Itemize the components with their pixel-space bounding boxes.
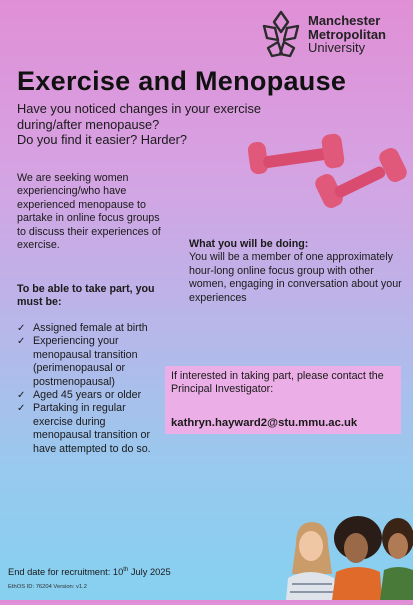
- what-you-will-do-text: You will be a member of one approximately hour-long online focus group with other women, engaging in conversation about your experiences: [189, 251, 402, 304]
- contact-email-link[interactable]: kathryn.hayward2@stu.mmu.ac.uk: [171, 417, 358, 429]
- checkmark-icon: ✓: [17, 403, 26, 415]
- list-item: ✓ Partaking in regular exercise during menopausal transition or have attempted to do so.: [17, 402, 151, 455]
- what-you-will-do-section: [189, 238, 409, 305]
- page-title: Exercise and Menopause: [17, 66, 347, 96]
- subtitle: [17, 101, 277, 148]
- recruitment-end-date: End date for recruitment: 10th July 2025: [8, 567, 171, 578]
- dumbbells-image: [245, 128, 410, 218]
- contact-box: [165, 366, 401, 434]
- list-item: ✓ Aged 45 years or older: [17, 389, 142, 402]
- logo-line-1: Manchester: [308, 13, 381, 28]
- ethos-id: EthOS ID: 76204 Version: v1.2: [8, 584, 87, 590]
- contact-text: If interested in taking part, please contact the Principal Investigator:: [171, 370, 384, 396]
- checkmark-icon: ✓: [17, 336, 26, 348]
- eligibility-list: [17, 322, 157, 456]
- eligibility-heading: To be able to take part, you must be:: [17, 283, 155, 309]
- logo-line-3: University: [308, 40, 366, 55]
- list-item: ✓ Assigned female at birth: [17, 322, 148, 334]
- intro-text: We are seeking women experiencing/who have experienced menopause to partake in online focus groups to discuss their experiences of exercise.: [17, 172, 161, 252]
- mmu-flower-logo-icon: [258, 8, 304, 60]
- checkmark-icon: ✓: [17, 323, 26, 334]
- what-you-will-do-heading: What you will be doing:: [189, 238, 309, 250]
- list-item: ✓ Experiencing your menopausal transition (perimenopausal or postmenopausal): [17, 335, 138, 388]
- logo-line-2: Metropolitan: [308, 26, 386, 42]
- subtitle-line-1: Have you noticed changes in your exercise during/after menopause?: [17, 101, 261, 132]
- checkmark-icon: ✓: [17, 390, 26, 402]
- subtitle-line-2: Do you find it easier? Harder?: [17, 132, 188, 147]
- dumbbell-1: [247, 133, 345, 175]
- women-group-photo: [278, 514, 413, 600]
- university-logo: [258, 8, 408, 64]
